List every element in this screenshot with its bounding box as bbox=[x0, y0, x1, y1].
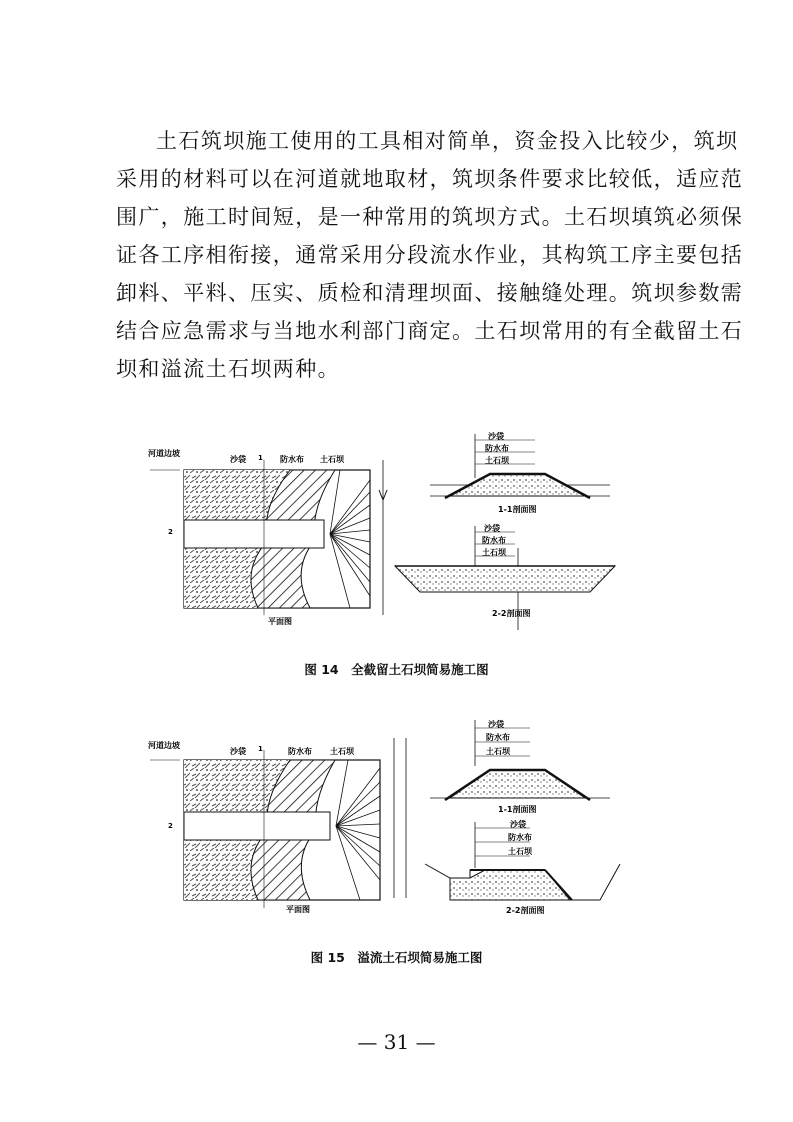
paragraph-line: 围广，施工时间短，是一种常用的筑坝方式。土石坝填筑必须保 bbox=[116, 205, 744, 229]
figure-15-drawing bbox=[140, 718, 660, 918]
label-cut2: 2 bbox=[168, 822, 173, 830]
label-cut1: 1 bbox=[258, 745, 263, 753]
outlet-channel bbox=[184, 812, 330, 840]
label-waterproof: 防水布 bbox=[288, 747, 312, 756]
section-1-1 bbox=[430, 719, 610, 814]
s1-title: 1-1剖面图 bbox=[498, 505, 537, 514]
body-paragraph bbox=[116, 122, 744, 388]
label-sandbag: 沙袋 bbox=[230, 455, 246, 464]
plan-title: 平面图 bbox=[286, 905, 310, 914]
s2-title: 2-2剖面图 bbox=[506, 906, 545, 915]
paragraph-line: 结合应急需求与当地水利部门商定。土石坝常用的有全截留土石 bbox=[116, 319, 744, 343]
label-dam: 土石坝 bbox=[330, 747, 354, 756]
section-2-2 bbox=[395, 523, 615, 630]
plan-view bbox=[148, 448, 387, 626]
dam-rays bbox=[336, 760, 380, 900]
s1-title: 1-1剖面图 bbox=[498, 805, 537, 814]
paragraph-line: 证各工序相衔接，通常采用分段流水作业，其构筑工序主要包括 bbox=[116, 243, 744, 267]
s2-title: 2-2剖面图 bbox=[492, 609, 531, 618]
s1-label-waterproof: 防水布 bbox=[485, 444, 509, 453]
dam-section bbox=[450, 870, 570, 900]
plan-view bbox=[148, 738, 406, 914]
paragraph-line: 采用的材料可以在河道就地取材，筑坝条件要求比较低，适应范 bbox=[116, 167, 744, 191]
s2-label-waterproof: 防水布 bbox=[482, 536, 506, 545]
section-1-1 bbox=[430, 431, 610, 514]
s2-label-waterproof: 防水布 bbox=[508, 833, 532, 842]
label-cut1: 1 bbox=[258, 454, 263, 462]
label-bank: 河道边坡 bbox=[148, 449, 180, 458]
s1-label-dam: 土石坝 bbox=[485, 456, 509, 465]
s2-label-sandbag: 沙袋 bbox=[510, 820, 526, 829]
page-number: — 31 — bbox=[357, 1030, 436, 1054]
s2-label-dam: 土石坝 bbox=[482, 548, 506, 557]
s2-label-dam: 土石坝 bbox=[508, 847, 532, 856]
paragraph-line: 卸料、平料、压实、质检和清理坝面、接触缝处理。筑坝参数需 bbox=[116, 281, 744, 305]
label-sandbag: 沙袋 bbox=[230, 747, 246, 756]
dam-rays bbox=[330, 470, 370, 608]
figure-14 bbox=[140, 430, 660, 650]
s1-label-waterproof: 防水布 bbox=[486, 733, 510, 742]
figure-14-caption: 图 14 全截留土石坝简易施工图 bbox=[304, 662, 489, 677]
s1-label-sandbag: 沙袋 bbox=[488, 432, 504, 441]
paragraph-line: 土石筑坝施工使用的工具相对简单，资金投入比较少，筑坝 bbox=[156, 129, 739, 153]
label-cut2: 2 bbox=[168, 528, 173, 536]
label-dam: 土石坝 bbox=[320, 455, 344, 464]
figure-15-caption: 图 15 溢流土石坝简易施工图 bbox=[310, 950, 483, 965]
label-waterproof: 防水布 bbox=[280, 455, 304, 464]
outlet-channel bbox=[184, 520, 324, 548]
s1-label-dam: 土石坝 bbox=[486, 747, 510, 756]
s2-label-sandbag: 沙袋 bbox=[484, 524, 500, 533]
figure-15 bbox=[140, 718, 660, 918]
figure-14-drawing bbox=[140, 430, 660, 650]
plan-title: 平面图 bbox=[268, 617, 292, 626]
label-bank: 河道边坡 bbox=[148, 741, 180, 750]
s1-label-sandbag: 沙袋 bbox=[488, 720, 504, 729]
paragraph-line: 坝和溢流土石坝两种。 bbox=[116, 357, 340, 381]
section-2-2 bbox=[425, 819, 620, 915]
dam-section bbox=[395, 566, 615, 592]
